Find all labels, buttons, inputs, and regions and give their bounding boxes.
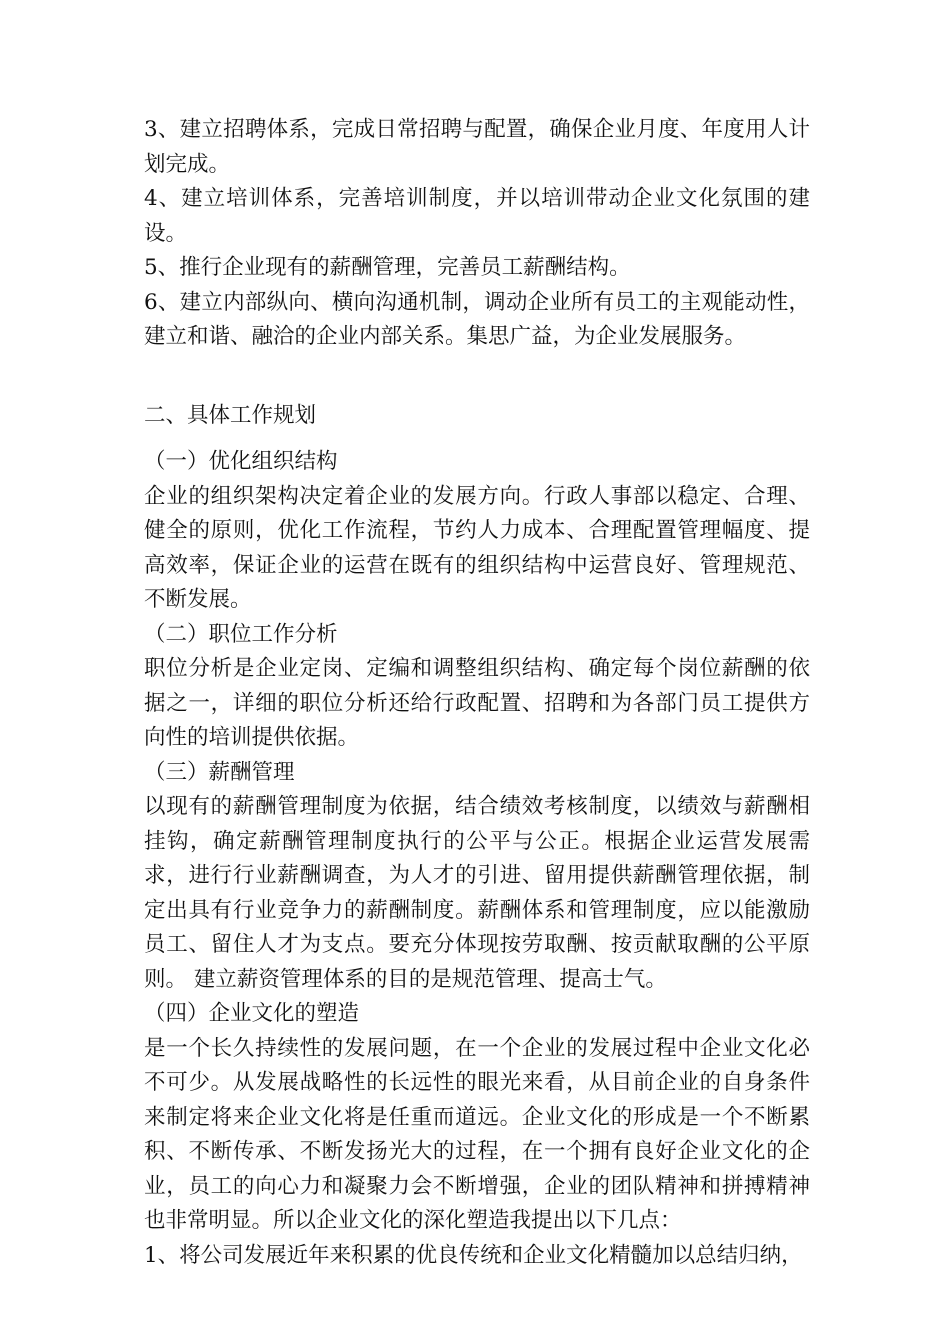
spacer <box>144 433 810 445</box>
subsection-body-salary: 以现有的薪酬管理制度为依据，结合绩效考核制度，以绩效与薪酬相挂钩，确定薪酬管理制度执行的公平与公正。根据企业运营发展需求，进行行业薪酬调查，为人才的引进、留用提供薪酬管理依据，制定出具有行业竞争力的薪酬制度。薪酬体系和管理制度，应以能激励员工、留住人才为支点。要充分体现按劳取酬、按贡献取酬的公平原则。 建立薪资管理体系的目的是规范管理、提高士气。 <box>144 794 810 992</box>
spacer <box>144 355 810 399</box>
list-item-training: 4、建立培训体系，完善培训制度，并以培训带动企业文化氛围的建设。 <box>144 186 810 246</box>
list-item-compensation: 5、推行企业现有的薪酬管理，完善员工薪酬结构。 <box>144 255 631 280</box>
subsection-heading-salary: （三）薪酬管理 <box>144 759 295 785</box>
list-item-recruitment: 3、建立招聘体系，完成日常招聘与配置，确保企业月度、年度用人计划完成。 <box>144 117 810 177</box>
list-item-communication: 6、建立内部纵向、横向沟通机制，调动企业所有员工的主观能动性，建立和谐、融洽的企业内部关系。集思广益，为企业发展服务。 <box>144 289 810 349</box>
subsection-body-organization: 企业的组织架构决定着企业的发展方向。行政人事部以稳定、合理、健全的原则，优化工作流程，节约人力成本、合理配置管理幅度、提高效率，保证企业的运营在既有的组织结构中运营良好、管理规范、不断发展。 <box>144 483 810 612</box>
subsection-heading-organization: （一）优化组织结构 <box>144 449 338 474</box>
subsection-heading-job-analysis: （二）职位工作分析 <box>144 621 338 647</box>
section-heading: 二、具体工作规划 <box>144 402 317 428</box>
list-item-culture-summary: 1、将公司发展近年来积累的优良传统和企业文化精髓加以总结归纳， <box>144 1242 803 1268</box>
subsection-heading-culture: （四）企业文化的塑造 <box>144 1001 360 1026</box>
subsection-body-culture: 是一个长久持续性的发展问题，在一个企业的发展过程中企业文化必不可少。从发展战略性的长远性的眼光来看，从目前企业的自身条件来制定将来企业文化将是任重而道远。企业文化的形成是一个不断累积、不断传承、不断发扬光大的过程，在一个拥有良好企业文化的企业，员工的向心力和凝聚力会不断增强，企业的团队精神和拼搏精神也非常明显。所以企业文化的深化塑造我提出以下几点： <box>144 1035 810 1233</box>
subsection-body-job-analysis: 职位分析是企业定岗、定编和调整组织结构、确定每个岗位薪酬的依据之一，详细的职位分析还给行政配置、招聘和为各部门员工提供方向性的培训提供依据。 <box>144 656 810 750</box>
document-body <box>144 113 810 1273</box>
